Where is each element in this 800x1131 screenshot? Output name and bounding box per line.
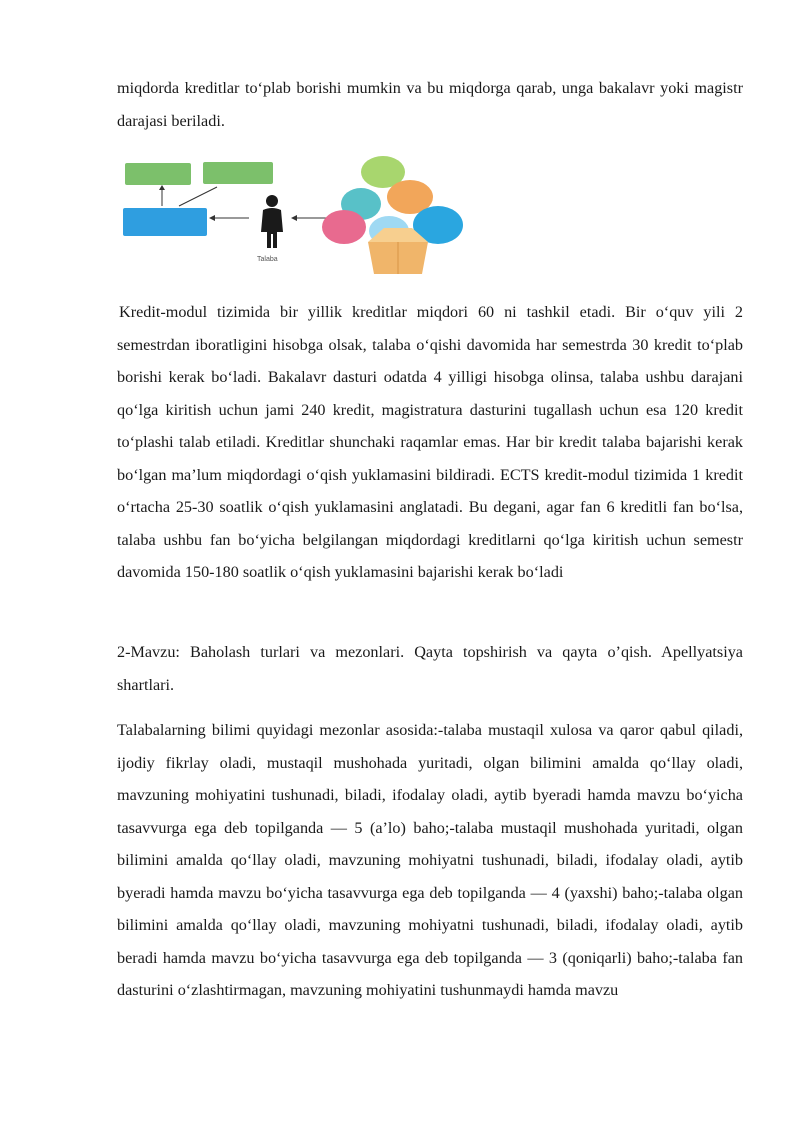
figure-caption: Talaba: [257, 256, 278, 263]
section-heading-topic-2: 2-Mavzu: Baholash turlari va mezonlari. Qayta topshirish va qayta o’qish. Apellyatsiya shartlari.: [117, 643, 743, 694]
open-box-icon: [362, 224, 434, 276]
paragraph-credits: Kredit-modul tizimida bir yillik kreditlar miqdori 60 ni tashkil etadi. Bir o‘quv yili 2 semestrdan iboratligini hisobga olsak, talaba o‘qishi davomida har semestrda 30 kredit to‘plab borishi kerak bo‘ladi. Bakalavr dasturi odatda 4 yilligi hisobga olinsa, talaba ushbu darajani qo‘lga kiritish uchun jami 240 kredit, magistratura dasturini tugallash uchun esa 120 kredit to‘plashi talab etiladi. Kreditlar shunchaki raqamlar emas. Har bir kredit talaba bajarishi kerak bo‘lgan ma’lum miqdordagi o‘qish yuklamasini bildiradi. ECTS kredit-modul tizimida 1 kredit o‘rtacha 25-30 soatlik o‘qish yuklamasini anglatadi. Bu degani, agar fan 6 kreditli fan bo‘lsa, talaba ushbu fan bo‘yicha belgilangan miqdordagi kreditlarni qo‘lga kiritish uchun semestr davomida 150-180 soatlik o‘qish yuklamasini bajarishi kerak bo‘ladi: [117, 303, 743, 581]
circle-pink: [322, 210, 366, 244]
credit-system-illustration: [119, 150, 474, 276]
paragraph-intro-continuation: miqdorda kreditlar to‘plab borishi mumkin va bu miqdorga qarab, unga bakalavr yoki magistr darajasi beriladi.: [117, 79, 743, 130]
paragraph-grading-criteria: Talabalarning bilimi quyidagi mezonlar asosida:-talaba mustaqil xulosa va qaror qabul qiladi, ijodiy fikrlay oladi, mustaqil mushohada yuritadi, olgan bilimini amalda qo‘llay oladi, mavzuning mohiyatini tushunadi, biladi, ifodalay oladi, aytib byeradi hamda mavzu bo‘yicha tasavvurga ega deb topilganda — 5 (a’lo) baho;-talaba mustaqil mushohada yuritadi, olgan bilimini amalda qo‘llay oladi, mavzuning mohiyatni tushunadi, biladi, ifodalay oladi, aytib byeradi hamda mavzu bo‘yicha tasavvurga ega deb topilganda — 4 (yaxshi) baho;-talaba olgan bilimini amalda qo‘llay oladi, mavzuning mohiyatni tushunadi, biladi, ifodalay oladi, aytib beradi hamda mavzu bo‘yicha tasavvurga ega deb topilganda — 3 (qoniqarli) baho;-talaba fan dasturini o‘zlashtirmagan, mavzuning mohiyatini tushunmaydi hamda mavzu: [117, 721, 743, 999]
